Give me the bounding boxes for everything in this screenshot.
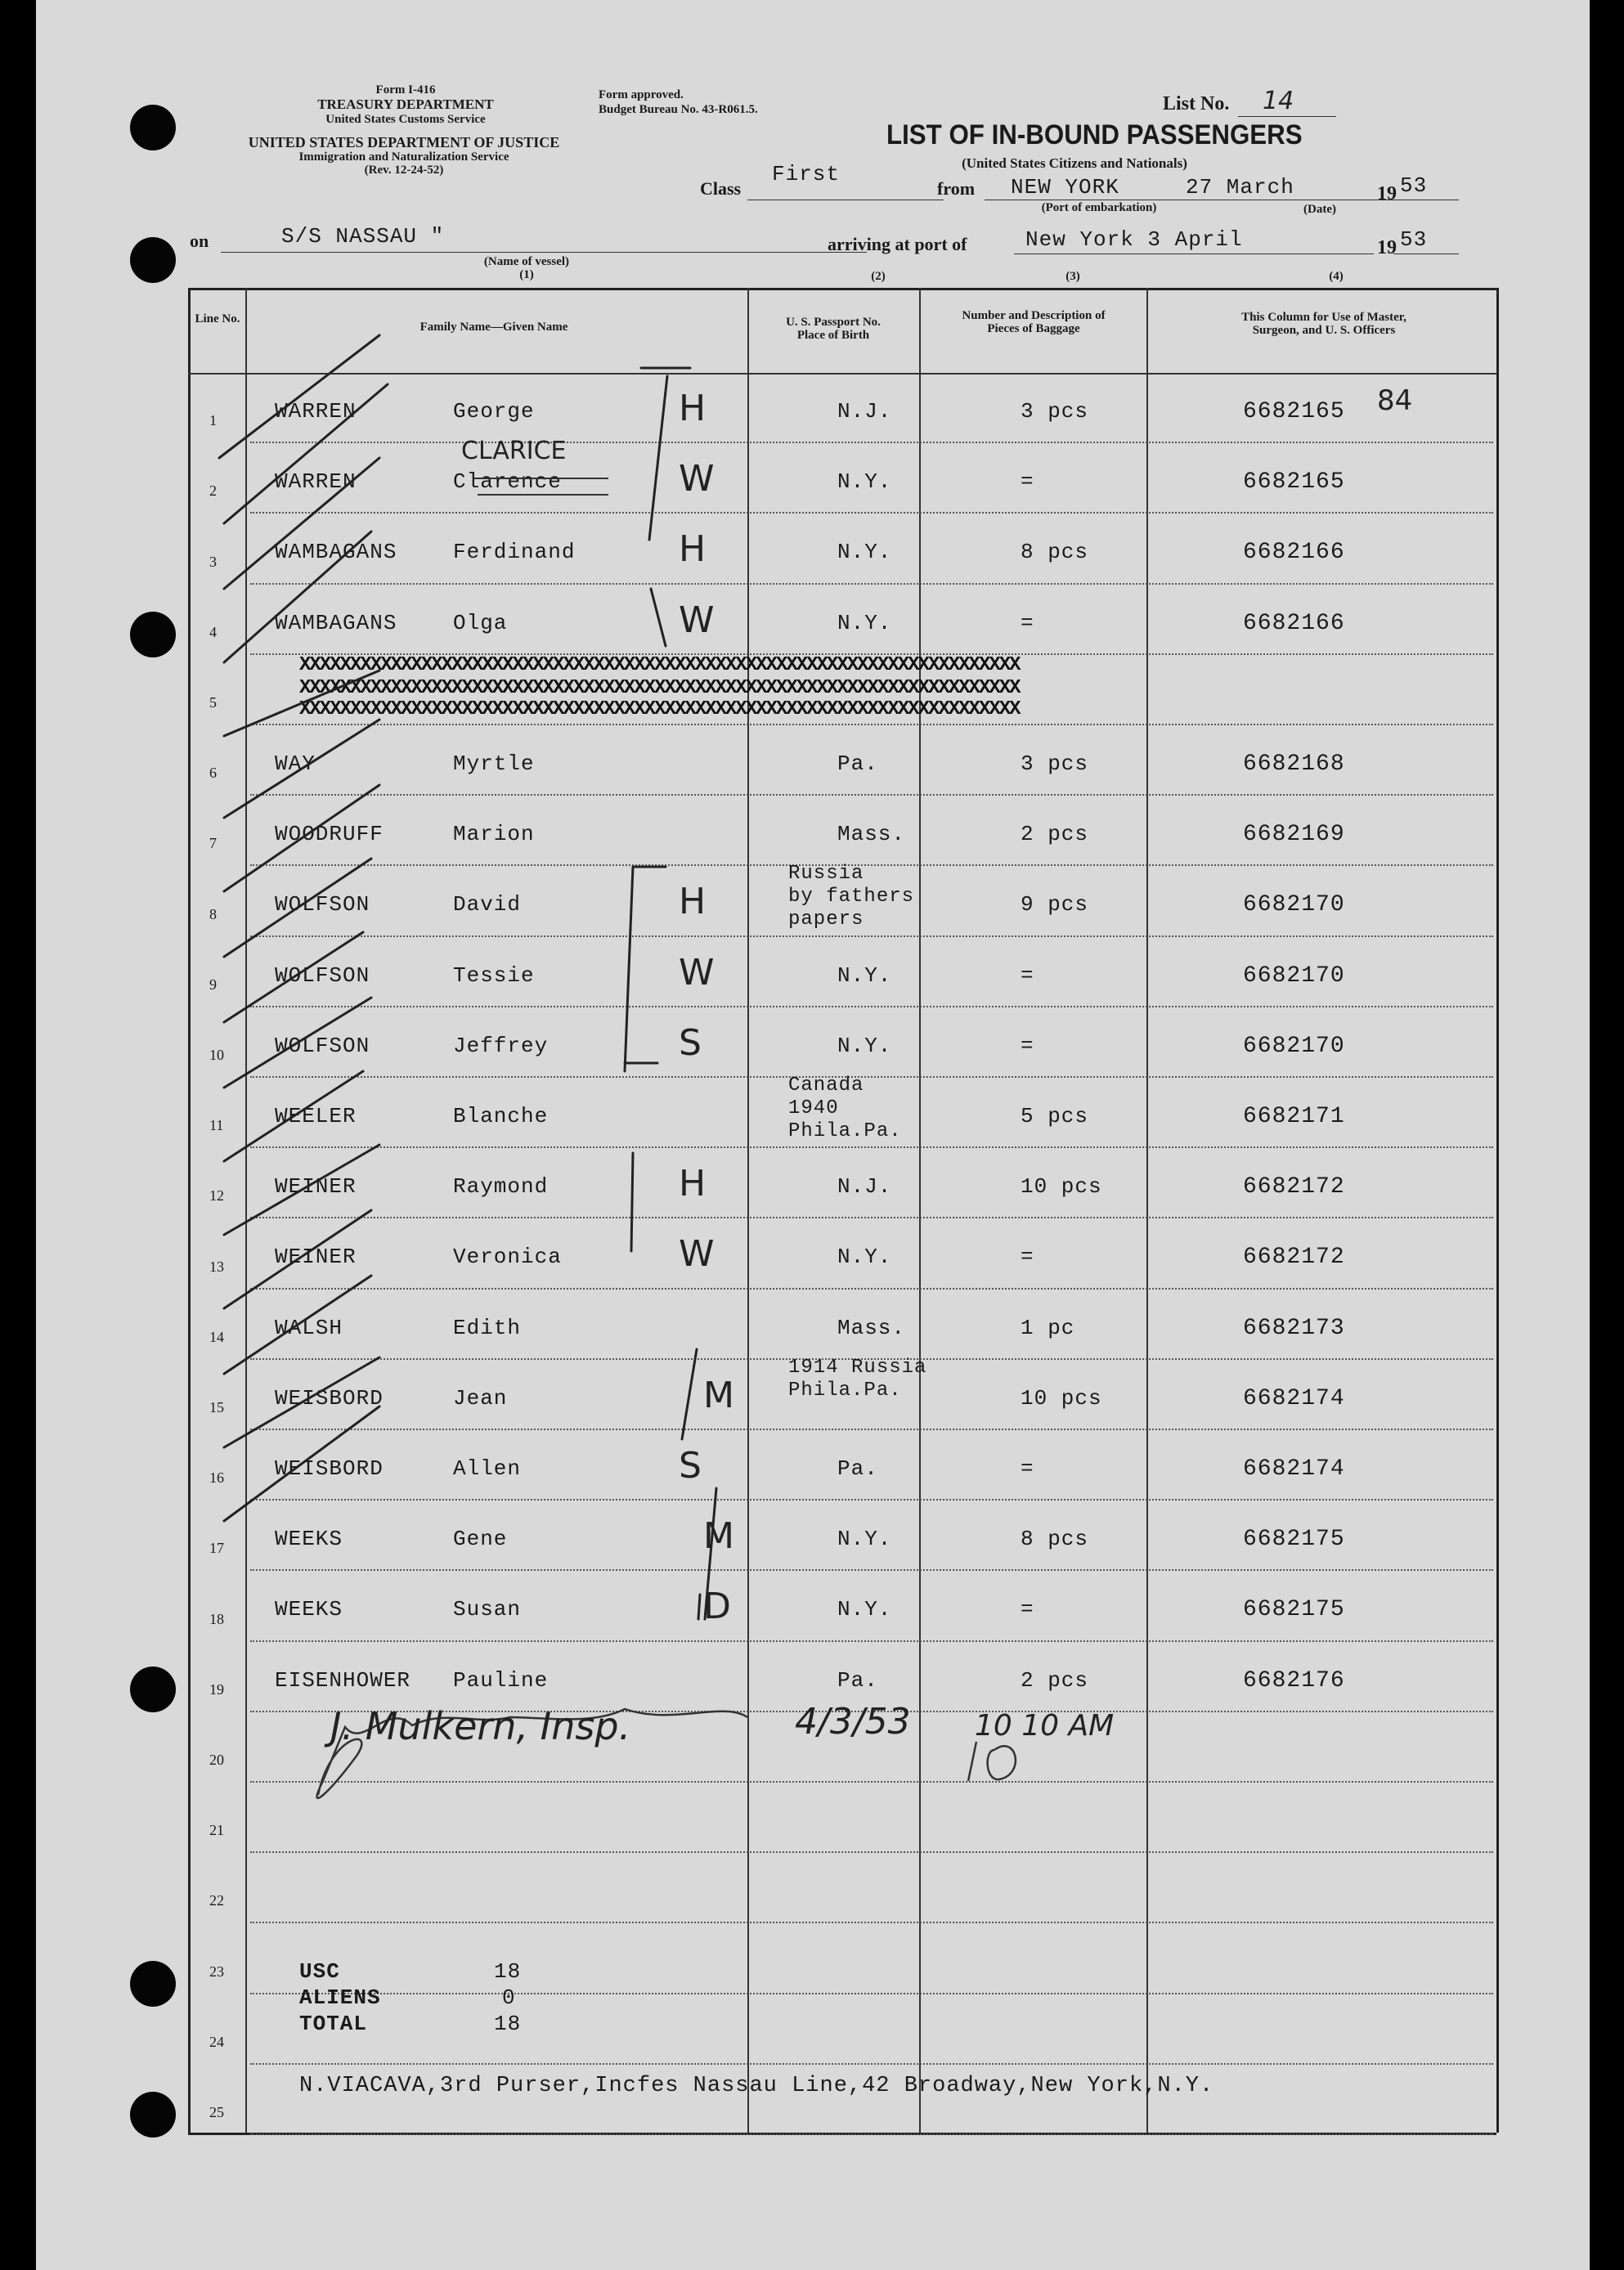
line-number: 8 [209,905,217,922]
official-number: 6682171 [1243,1104,1345,1129]
date-label: (Date) [1303,203,1336,216]
col-header-name: Family Name—Given Name [419,321,568,334]
baggage: = [1021,962,1034,988]
form-number: Form I-416 [375,83,436,96]
manifest-sheet [36,0,1590,2270]
baggage: 8 pcs [1021,1527,1089,1552]
given-name: Jeffrey [453,1033,549,1058]
family-name: WEISBORD [275,1385,384,1411]
family-name: WAMBAGANS [275,540,397,565]
family-name: WEELER [275,1104,357,1128]
line-number: 25 [209,2104,224,2120]
arr-year-value: 53 [1400,227,1428,252]
family-name: EISENHOWER [275,1667,411,1693]
line-number: 15 [209,1399,224,1415]
family-name: WARREN [275,399,357,424]
baggage: = [1021,1597,1034,1622]
family-name: WEEKS [275,1527,343,1552]
customs-service: United States Customs Service [325,113,486,126]
col1-number: (1) [519,268,534,281]
embark-port: NEW YORK [1011,175,1119,200]
place-of-birth: 1914 Russia [788,1356,927,1379]
given-name: Ferdinand [453,540,576,565]
official-number: 6682174 [1243,1385,1345,1411]
year-prefix: 19 [1377,183,1397,204]
given-name-correction: CLARICE [461,437,567,466]
baggage: 1 pc [1021,1315,1075,1340]
place-of-birth-3: Phila.Pa. [788,1120,902,1142]
line-number: 2 [209,482,217,500]
baggage: = [1021,469,1034,495]
relationship-mark: H [679,528,707,571]
baggage: 9 pcs [1021,892,1089,917]
arr-year-prefix: 19 [1377,237,1397,258]
baggage: 8 pcs [1021,540,1089,565]
purser-line: N.VIACAVA,3rd Purser,Incfes Nassau Line,42 Broadway,New York,N.Y. [299,2074,1214,2098]
relationship-mark: H [679,1163,707,1205]
class-label: Class [700,178,742,199]
line-number: 22 [209,1892,224,1909]
family-name: WEINER [275,1245,357,1270]
official-number: 6682170 [1243,962,1345,989]
place-of-birth: N.Y. [837,469,892,495]
treasury-dept: TREASURY DEPARTMENT [317,96,494,112]
given-name: David [453,892,522,917]
page-subtitle: (United States Citizens and Nationals) [962,155,1187,171]
given-name: Allen [453,1456,522,1481]
place-of-birth: N.J. [837,399,892,424]
baggage: 3 pcs [1021,751,1089,776]
on-label: on [190,231,209,251]
inspection-date: 4/3/53 [795,1701,911,1743]
summary-usc-value: 18 [494,1959,522,1984]
place-of-birth-2: by fathers [788,886,915,908]
line-number: 1 [209,412,217,429]
inspector-signature: J. Mulkern, Insp. [330,1704,631,1748]
given-name: Veronica [453,1245,562,1270]
baggage: 3 pcs [1021,399,1089,424]
baggage: 2 pcs [1021,1667,1089,1693]
arriving-label: arriving at port of [828,234,967,254]
baggage: = [1021,610,1034,635]
family-name: WARREN [275,469,357,495]
ins-service: Immigration and Naturalization Service [298,150,509,164]
form-approved: Form approved. [599,88,684,101]
line-number: 19 [209,1680,224,1698]
official-number: 6682175 [1243,1527,1345,1553]
given-name: Olga [453,610,508,635]
line-number: 20 [209,1752,224,1768]
relationship-mark: W [679,1233,715,1276]
margin-note: 84 [1377,384,1413,417]
line-number: 16 [209,1469,224,1487]
given-name: Raymond [453,1174,549,1200]
given-name: Tessie [453,962,535,988]
col-header-baggage: Number and Description of Pieces of Baggage [962,309,1106,335]
given-name: Blanche [453,1104,549,1128]
official-number: 6682170 [1243,892,1345,918]
from-label: from [937,178,976,199]
given-name: Pauline [453,1667,549,1693]
official-number: 6682170 [1243,1033,1345,1059]
line-number: 9 [209,976,217,993]
given-name: George [453,399,535,424]
cancelled-row-crossout: XXXXXXXXXXXXXXXXXXXXXXXXXXXXXXXXXXXXXXXXXXXXXXXXXXXXXXXXXXXXXXXXXXXXXXX [299,654,1020,676]
place-of-birth-2: Phila.Pa. [788,1379,902,1402]
official-number: 6682172 [1243,1174,1345,1200]
line-number: 10 [209,1047,224,1063]
family-name: WOODRUFF [275,822,384,847]
official-number: 6682173 [1243,1315,1345,1341]
line-number: 3 [209,553,217,570]
line-number: 6 [209,765,217,782]
place-of-birth: Pa. [837,1456,878,1481]
list-no-label: List No. [1163,93,1230,114]
place-of-birth: N.Y. [837,1033,892,1058]
class-value: First [772,162,841,186]
place-of-birth: Pa. [837,751,878,776]
relationship-mark: M [703,1515,734,1558]
relationship-mark: S [679,1021,702,1064]
handwritten-marks [36,0,1590,2270]
place-of-birth-2: 1940 [788,1097,839,1119]
baggage: 5 pcs [1021,1104,1089,1128]
col2-number: (2) [871,270,886,283]
family-name: WALSH [275,1315,343,1340]
family-name: WOLFSON [275,962,370,988]
family-name: WAY [275,751,316,776]
place-of-birth: Pa. [837,1667,878,1693]
page-title: LIST OF IN-BOUND PASSENGERS [886,119,1303,150]
summary-usc-label: USC [299,1959,340,1984]
place-of-birth: N.Y. [837,1597,892,1622]
given-name: Myrtle [453,751,535,776]
embark-date: 27 March [1186,175,1294,200]
official-number: 6682165 [1243,399,1345,424]
place-of-birth: Canada [788,1074,864,1097]
official-number: 6682166 [1243,610,1345,636]
family-name: WOLFSON [275,1033,370,1058]
col3-number: (3) [1065,270,1080,283]
family-name: WOLFSON [275,892,370,917]
relationship-mark: W [679,599,715,641]
col-header-line: Line No. [195,312,240,325]
vessel-name: S/S NASSAU " [281,224,445,249]
place-of-birth-3: papers [788,908,864,931]
place-of-birth: N.J. [837,1174,892,1200]
cancelled-row-crossout: XXXXXXXXXXXXXXXXXXXXXXXXXXXXXXXXXXXXXXXXXXXXXXXXXXXXXXXXXXXXXXXXXXXXXXX [299,677,1020,699]
given-name: Susan [453,1597,522,1622]
place-of-birth: Russia [788,863,864,886]
relationship-mark: H [679,881,707,923]
official-number: 6682168 [1243,751,1345,777]
official-number: 6682174 [1243,1456,1345,1482]
list-no-value: 14 [1263,87,1294,115]
relationship-mark: H [679,388,707,429]
line-number: 23 [209,1963,224,1980]
baggage: 2 pcs [1021,822,1089,847]
relationship-mark: W [679,951,715,994]
official-number: 6682166 [1243,540,1345,566]
given-name: Marion [453,822,535,847]
line-number: 5 [209,694,217,711]
official-number: 6682169 [1243,822,1345,848]
arrival-port-date: New York 3 April [1025,227,1243,252]
place-of-birth: N.Y. [837,1527,892,1552]
col4-number: (4) [1329,270,1344,283]
baggage: = [1021,1033,1034,1058]
relationship-mark: M [703,1374,734,1416]
year-value: 53 [1400,173,1428,198]
official-number: 6682165 [1243,469,1345,496]
family-name: WEEKS [275,1597,343,1622]
justice-dept: UNITED STATES DEPARTMENT OF JUSTICE [248,134,560,150]
col-header-passport: U. S. Passport No. Place of Birth [786,316,881,342]
family-name: WAMBAGANS [275,610,397,635]
official-number: 6682176 [1243,1667,1345,1694]
baggage: 10 pcs [1021,1385,1102,1411]
given-name: Jean [453,1385,508,1411]
line-number: 14 [209,1328,224,1345]
baggage: 10 pcs [1021,1174,1102,1200]
place-of-birth: Mass. [837,1315,906,1340]
summary-aliens-value: 0 [502,1985,516,2010]
given-name: Gene [453,1527,508,1552]
vessel-label: (Name of vessel) [483,255,570,268]
port-embark-label: (Port of embarkation) [1041,201,1157,214]
family-name: WEISBORD [275,1456,384,1481]
summary-aliens-label: ALIENS [299,1985,381,2010]
place-of-birth: N.Y. [837,1245,892,1270]
cancelled-row-crossout: XXXXXXXXXXXXXXXXXXXXXXXXXXXXXXXXXXXXXXXXXXXXXXXXXXXXXXXXXXXXXXXXXXXXXXX [299,698,1020,720]
baggage: = [1021,1245,1034,1270]
line-number: 17 [209,1540,224,1557]
line-number: 12 [209,1187,224,1205]
official-number: 6682172 [1243,1245,1345,1271]
given-name: Edith [453,1315,522,1340]
summary-total-value: 18 [494,2012,522,2036]
place-of-birth: N.Y. [837,962,892,988]
line-number: 13 [209,1258,224,1275]
given-name: Clarence [453,469,562,495]
relationship-mark: D [703,1586,731,1628]
place-of-birth: N.Y. [837,610,892,635]
budget-bureau-no: Budget Bureau No. 43-R061.5. [599,103,758,116]
place-of-birth: Mass. [837,822,906,847]
inspection-time: 10 10 AM [975,1709,1115,1743]
official-number: 6682175 [1243,1597,1345,1623]
revision-date: (Rev. 12-24-52) [364,164,444,177]
summary-total-label: TOTAL [299,2012,368,2036]
col-header-official: This Column for Use of Master, Surgeon, and U. S. Officers [1241,311,1406,337]
line-number: 18 [209,1610,224,1627]
place-of-birth: N.Y. [837,540,892,565]
line-number: 11 [209,1117,224,1134]
baggage: = [1021,1456,1034,1481]
line-number: 7 [209,835,217,852]
line-number: 21 [209,1822,224,1839]
family-name: WEINER [275,1174,357,1200]
relationship-mark: S [679,1445,702,1487]
line-number: 24 [209,2033,224,2050]
relationship-mark: W [679,458,715,500]
line-number: 4 [209,623,217,640]
